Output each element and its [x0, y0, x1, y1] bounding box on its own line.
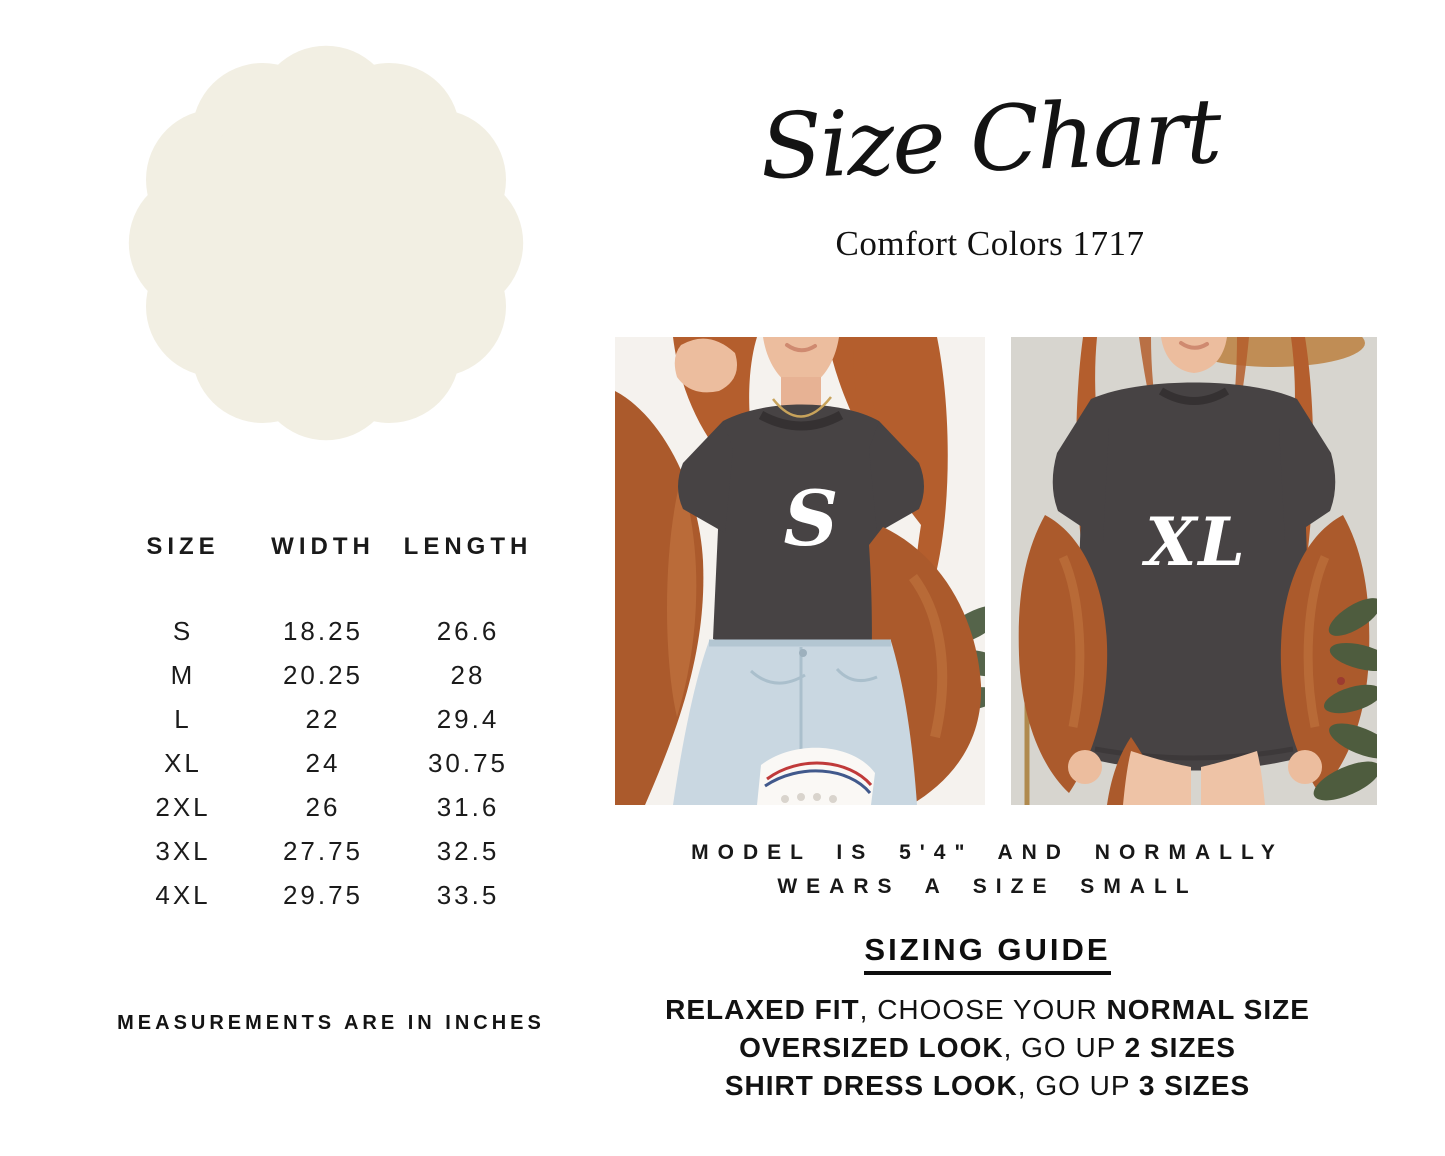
column-header-length: LENGTH — [403, 533, 533, 560]
table-row — [118, 873, 538, 917]
table-row — [118, 829, 538, 873]
guide-text-bold: NORMAL SIZE — [1106, 994, 1310, 1025]
guide-text-bold: OVERSIZED LOOK — [739, 1032, 1004, 1063]
guide-text-regular: , GO UP — [1003, 1032, 1125, 1063]
table-row — [118, 609, 538, 653]
size-table — [118, 533, 538, 917]
size-cell: 2XL — [155, 791, 211, 822]
sizing-guide-line — [620, 991, 1355, 1029]
sizing-guide-line — [620, 1067, 1355, 1105]
guide-text-regular: , GO UP — [1017, 1070, 1139, 1101]
width-cell: 18.25 — [282, 615, 364, 646]
model-photo-s-illustration — [615, 337, 985, 805]
sizing-guide-title: SIZING GUIDE — [864, 932, 1110, 975]
size-table-header — [118, 533, 538, 567]
model-photo-size-s — [615, 337, 985, 805]
size-cell: 4XL — [155, 879, 211, 910]
size-cell: S — [172, 615, 194, 646]
shirt-letter-xl: XL — [1145, 503, 1247, 581]
guide-text-regular: , CHOOSE YOUR — [859, 994, 1107, 1025]
sizing-guide — [620, 932, 1355, 1105]
hand-shape — [1288, 750, 1322, 784]
guide-text-bold: 2 SIZES — [1124, 1032, 1236, 1063]
length-cell: 32.5 — [436, 835, 500, 866]
scallop-badge — [122, 44, 530, 442]
model-photo-size-xl — [1011, 337, 1377, 805]
width-cell: 22 — [305, 703, 341, 734]
sizing-guide-lines — [620, 991, 1355, 1105]
table-row — [118, 741, 538, 785]
measurements-note: MEASUREMENTS ARE IN INCHES — [117, 1012, 545, 1034]
column-header-width: WIDTH — [271, 533, 375, 560]
page-subtitle: Comfort Colors 1717 — [835, 224, 1145, 263]
table-row — [118, 653, 538, 697]
width-cell: 29.75 — [282, 879, 364, 910]
size-cell: 3XL — [155, 835, 211, 866]
column-header-size: SIZE — [146, 533, 220, 560]
guide-text-bold: SHIRT DRESS LOOK — [724, 1070, 1018, 1101]
model-photo-xl-illustration — [1011, 337, 1377, 805]
guide-text-bold: RELAXED FIT — [665, 994, 860, 1025]
page-title: Size Chart — [758, 79, 1222, 200]
model-caption-line1: MODEL IS 5'4" AND NORMALLY — [691, 841, 1284, 864]
scallop-shape — [129, 46, 523, 440]
shirt-letter-s: S — [783, 474, 839, 563]
length-cell: 28 — [450, 659, 486, 690]
hand-shape — [1068, 750, 1102, 784]
model-caption-line2: WEARS A SIZE SMALL — [777, 875, 1198, 898]
length-cell: 26.6 — [436, 615, 500, 646]
length-cell: 31.6 — [436, 791, 500, 822]
width-cell: 26 — [305, 791, 341, 822]
size-cell: L — [174, 703, 192, 734]
width-cell: 27.75 — [282, 835, 364, 866]
length-cell: 33.5 — [436, 879, 500, 910]
size-cell: XL — [164, 747, 202, 778]
table-row — [118, 785, 538, 829]
length-cell: 30.75 — [427, 747, 509, 778]
sizing-guide-line — [620, 1029, 1355, 1067]
table-row — [118, 697, 538, 741]
width-cell: 24 — [305, 747, 341, 778]
size-table-body — [118, 609, 538, 917]
model-caption — [620, 836, 1355, 904]
guide-text-bold: 3 SIZES — [1138, 1070, 1251, 1101]
width-cell: 20.25 — [282, 659, 364, 690]
size-cell: M — [170, 659, 196, 690]
length-cell: 29.4 — [436, 703, 500, 734]
